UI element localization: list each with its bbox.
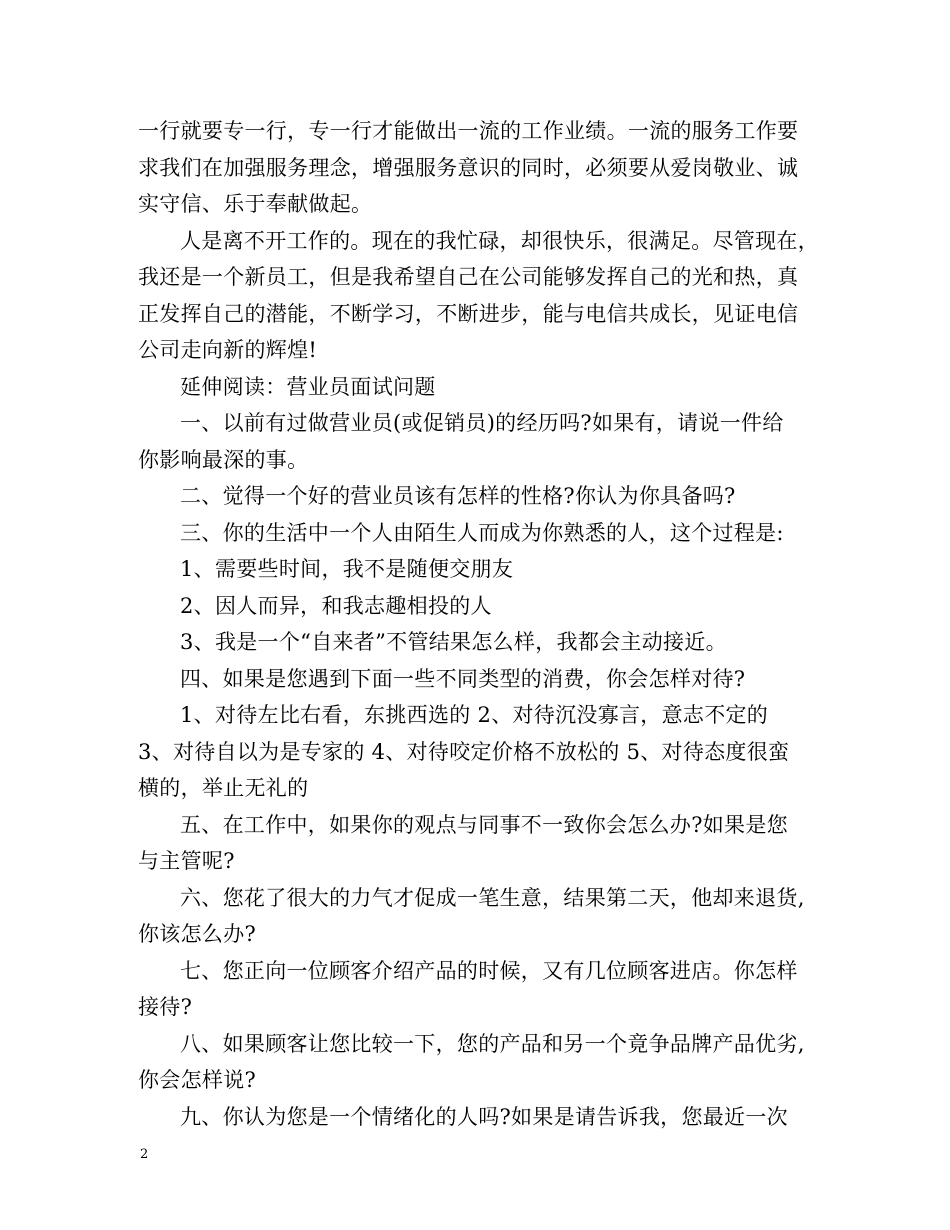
- text-line: 八、如果顾客让您比较一下，您的产品和另一个竟争品牌产品优劣,: [180, 1031, 805, 1056]
- text-line: 横的，举止无礼的: [138, 776, 309, 800]
- text-line: 实守信、乐于奉献做起。: [138, 192, 373, 216]
- text-line: 一行就要专一行，专一行才能做出一流的工作业绩。一流的服务工作要: [138, 119, 799, 143]
- text-line: 五、在工作中，如果你的观点与同事不一致你会怎么办?如果是您: [180, 812, 788, 837]
- text-line: 公司走向新的辉煌!: [138, 338, 318, 362]
- text-line: 接待?: [138, 995, 193, 1019]
- text-line: 1、需要些时间，我不是随便交朋友: [180, 557, 514, 581]
- text-line: 二、觉得一个好的营业员该有怎样的性格?你认为你具备吗?: [180, 484, 736, 508]
- text-line: 九、你认为您是一个情绪化的人吗?如果是请告诉我，您最近一次: [180, 1104, 788, 1129]
- text-line: 3、我是一个“自来者”不管结果怎么样，我都会主动接近。: [180, 630, 727, 654]
- text-line: 三、你的生活中一个人由陌生人而成为你熟悉的人，这个过程是:: [180, 520, 784, 545]
- text-line: 你该怎么办?: [138, 922, 257, 946]
- text-line: 我还是一个新员工，但是我希望自己在公司能够发挥自己的光和热，真: [138, 265, 799, 289]
- text-line: 1、对待左比右看，东挑西选的 2、对待沉没寡言，意志不定的: [180, 703, 769, 727]
- body-text: [138, 113, 818, 1135]
- page-number: 2: [140, 1147, 149, 1162]
- text-line: 2、因人而异，和我志趣相投的人: [180, 593, 492, 618]
- text-line: 人是离不开工作的。现在的我忙碌，却很快乐，很满足。尽管现在，: [180, 228, 819, 253]
- text-line: 你影响最深的事。: [138, 447, 309, 472]
- text-line: 六、您花了很大的力气才促成一笔生意，结果第二天，他却来退货,: [180, 885, 805, 910]
- text-line: 一、以前有过做营业员(或促销员)的经历吗?如果有，请说一件给: [180, 411, 784, 435]
- text-line: 正发挥自己的潜能，不断学习，不断进步，能与电信共成长，见证电信: [138, 301, 799, 326]
- text-line: 四、如果是您遇到下面一些不同类型的消费，你会怎样对待?: [180, 666, 746, 691]
- text-line: 你会怎样说?: [138, 1068, 257, 1092]
- text-line: 3、对待自以为是专家的 4、对待咬定价格不放松的 5、对待态度很蛮: [138, 739, 790, 764]
- section-heading: 延伸阅读：营业员面试问题: [180, 374, 436, 399]
- text-line: 七、您正向一位顾客介绍产品的时候，又有几位顾客进店。你怎样: [180, 958, 798, 983]
- text-line: 求我们在加强服务理念，增强服务意识的同时，必须要从爱岗敬业、诚: [138, 155, 799, 180]
- text-line: 与主管呢?: [138, 849, 235, 873]
